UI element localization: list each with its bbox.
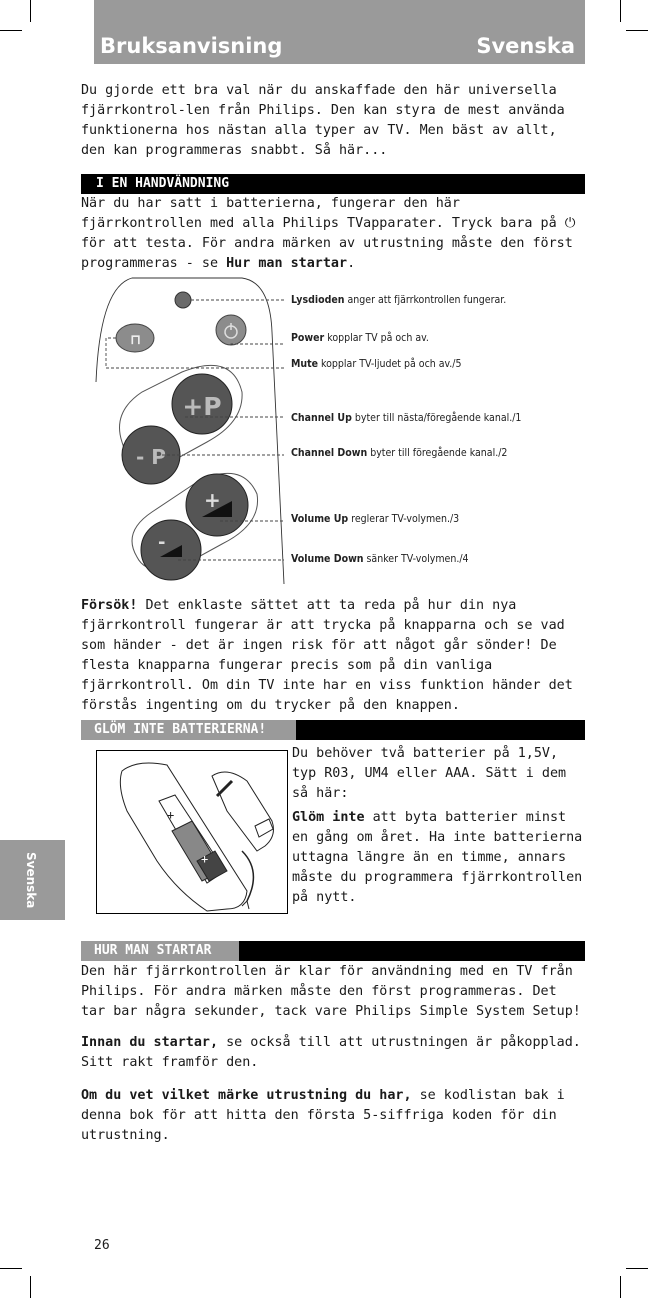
side-tab-label: Svenska — [24, 852, 38, 909]
label-power: Power kopplar TV på och av. — [291, 332, 429, 344]
section-bar-batterier — [81, 720, 585, 740]
mute-icon: ⊓ — [130, 332, 142, 348]
label-volume-down: Volume Down sänker TV-volymen./4 — [291, 553, 469, 565]
crop-mark — [30, 0, 31, 22]
section3-paragraph-1: Den här fjärrkontrollen är klar för användning med en TV från Philips. För andra märken måste den först programmeras. Det tar bar några sekunder, tack vare Philips Simple System Setup! — [81, 964, 581, 1019]
link-hur-man-startar: Hur man startar — [226, 256, 348, 271]
channel-down-label: - P — [136, 445, 166, 469]
page-header — [94, 0, 585, 64]
section-heading: I EN HANDVÄNDNING — [96, 176, 230, 191]
volume-up-label: + — [204, 488, 221, 512]
battery-illustration — [96, 750, 288, 914]
intro-paragraph: Du gjorde ett bra val när du anskaffade den här universella fjärrkontrol-len från Philips. Den kan styra de mest använda funktionerna hos nästan alla typer av TV. Men bäst av allt, den kan programmeras snabbt. Så här... — [81, 83, 565, 158]
battery-text-1: Du behöver två batterier på 1,5V, typ R03, UM4 eller AAA. Sätt i dem så här: — [292, 746, 567, 801]
power-icon: ⏻ — [564, 216, 576, 231]
volume-down-button — [141, 520, 201, 580]
crop-mark — [626, 1268, 648, 1269]
section3-paragraph-2: Innan du startar, se också till att utrustningen är påkopplad. Sitt rakt framför den. — [81, 1035, 581, 1070]
page-number: 26 — [94, 1238, 110, 1253]
remote-diagram — [92, 272, 592, 592]
section1-paragraph: När du har satt i batterierna, fungerar den här fjärrkontrollen med alla Philips TVapparater. Tryck bara på ⏻ för att testa. För andra märken av utrustning måste den först programmeras - se Hur man startar. — [81, 196, 576, 271]
label-lysdioden: Lysdioden anger att fjärrkontrollen fungerar. — [291, 294, 507, 306]
language-side-tab — [0, 840, 65, 920]
channel-up-label: +P — [182, 392, 222, 421]
header-title: Bruksanvisning — [100, 34, 283, 58]
header-language: Svenska — [476, 34, 575, 58]
section3-paragraph-3: Om du vet vilket märke utrustning du har, se kodlistan bak i denna bok för att hitta den första 5-siffriga koden för din utrustning. — [81, 1088, 565, 1143]
label-mute: Mute kopplar TV-ljudet på och av./5 — [291, 358, 462, 370]
crop-mark — [620, 0, 621, 22]
label-channel-up: Channel Up byter till nästa/föregående kanal./1 — [291, 412, 522, 424]
crop-mark — [0, 30, 22, 31]
led-indicator — [175, 292, 191, 308]
label-channel-down: Channel Down byter till föregående kanal./2 — [291, 447, 508, 459]
section-bar-handvandning — [81, 174, 585, 194]
section-heading: HUR MAN STARTAR — [86, 943, 219, 959]
crop-mark — [30, 1276, 31, 1298]
crop-mark — [0, 1268, 22, 1269]
section-bar-hur-man-startar — [81, 941, 585, 961]
try-it-paragraph: Försök! Det enklaste sättet att ta reda på hur din nya fjärrkontroll fungerar är att trycka på knapparna och se vad som händer - det är ingen risk för att något går sönder! De flesta knapparna fungerar precis som på din vanliga fjärrkontroll. Om din TV inte har en viss funktion händer det förstås ingenting om du trycker på den knappen. — [81, 598, 573, 713]
crop-mark — [620, 1276, 621, 1298]
volume-down-label: - — [158, 532, 166, 553]
svg-text:+: + — [201, 852, 209, 866]
section-heading: GLÖM INTE BATTERIERNA! — [86, 722, 274, 738]
svg-text:+: + — [167, 808, 175, 822]
label-volume-up: Volume Up reglerar TV-volymen./3 — [291, 513, 460, 525]
battery-text-2: Glöm inte att byta batterier minst en gång om året. Ha inte batterierna uttagna längre än en timme, annars måste du programmera fjärrkontrollen på nytt. — [292, 810, 583, 905]
crop-mark — [626, 30, 648, 31]
